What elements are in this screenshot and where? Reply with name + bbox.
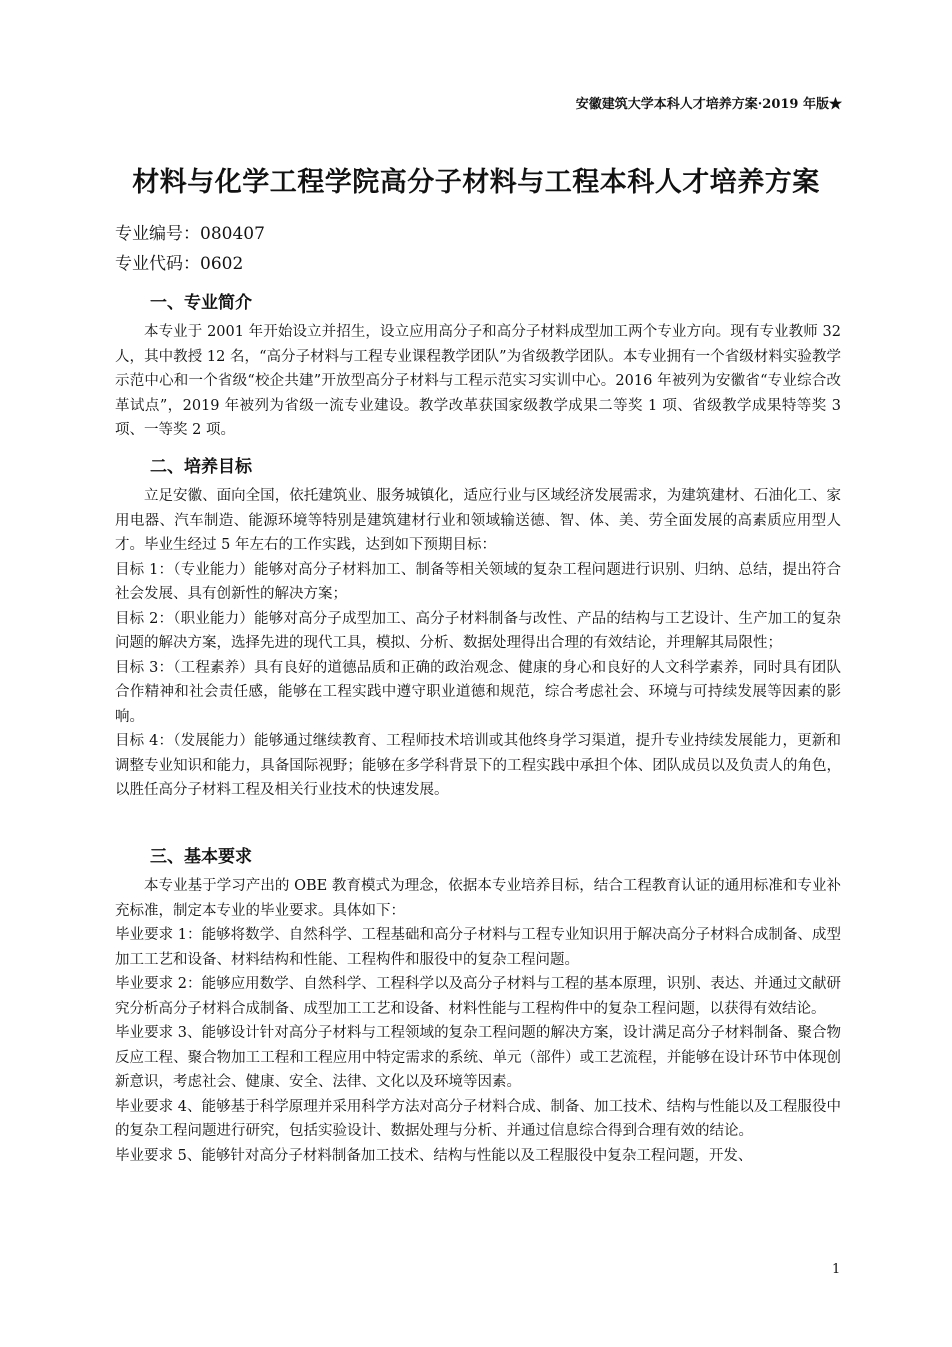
goal-item: 目标 3：（工程素养）具有良好的道德品质和正确的政治观念、健康的身心和良好的人文科学素养，同时具有团队合作精神和社会责任感，能够在工程实践中遵守职业道德和规范，综合考虑社会、环境与可持续发展等因素的影响。 (115, 659, 841, 725)
running-header: 安徽建筑大学本科人才培养方案·2019 年版★ (575, 97, 842, 112)
major-code-label: 专业代码： (115, 254, 200, 274)
requirement-item: 毕业要求 1：能够将数学、自然科学、工程基础和高分子材料与工程专业知识用于解决高分子材料合成制备、成型加工工艺和设备、材料结构和性能、工程构件和服役中的复杂工程问题。 (115, 927, 841, 968)
goal-item: 目标 4：（发展能力）能够通过继续教育、工程师技术培训或其他终身学习渠道，提升专业持续发展能力，更新和调整专业知识和能力，具备国际视野；能够在多学科背景下的工程实践中承担个体、团队成员以及负责人的角色，以胜任高分子材料工程及相关行业技术的快速发展。 (115, 733, 841, 798)
major-number-label: 专业编号： (115, 224, 200, 244)
section-goals (115, 450, 841, 803)
paragraph: 本专业于 2001 年开始设立并招生，设立应用高分子和高分子材料成型加工两个专业方向。现有专业教师 32 人，其中教授 12 名，“高分子材料与工程专业课程教学团队”为省级教学团队。本专业拥有一个省级材料实验教学示范中心和一个省级“校企共建”开放型高分子材料与工程示范实习实训中心。2016 年被列为安徽省“专业综合改革试点”，2019 年被列为省级一流专业建设。教学改革获国家级教学成果二等奖 1 项、省级教学成果特等奖 3 项、一等奖 2 项。 (115, 324, 841, 438)
requirement-item: 毕业要求 3、能够设计针对高分子材料与工程领域的复杂工程问题的解决方案，设计满足高分子材料制备、聚合物反应工程、聚合物加工工程和工程应用中特定需求的系统、单元（部件）或工艺流程，并能够在设计环节中体现创新意识，考虑社会、健康、安全、法律、文化以及环境等因素。 (115, 1025, 841, 1090)
major-code-line (115, 253, 243, 275)
section-heading: 三、基本要求 (150, 847, 252, 867)
major-number-line (115, 223, 265, 245)
goal-item: 目标 1：（专业能力）能够对高分子材料加工、制备等相关领域的复杂工程问题进行识别、归纳、总结，提出符合社会发展、具有创新性的解决方案； (115, 561, 841, 602)
paragraph: 本专业基于学习产出的 OBE 教育模式为理念，依据本专业培养目标，结合工程教育认证的通用标准和专业补充标准，制定本专业的毕业要求。具体如下： (115, 878, 841, 919)
goal-item: 目标 2：（职业能力）能够对高分子成型加工、高分子材料制备与改性、产品的结构与工艺设计、生产加工的复杂问题的解决方案，选择先进的现代工具，模拟、分析、数据处理得出合理的有效结论，并理解其局限性； (115, 610, 841, 651)
major-code-value: 0602 (200, 254, 244, 274)
document-title: 材料与化学工程学院高分子材料与工程本科人才培养方案 (132, 167, 820, 198)
section-heading: 一、专业简介 (150, 293, 252, 313)
section-heading: 二、培养目标 (150, 457, 252, 477)
requirement-item: 毕业要求 5、能够针对高分子材料制备加工技术、结构与性能以及工程服役中复杂工程问题，开发、 (115, 1147, 753, 1164)
section-requirements (115, 840, 841, 1168)
section-intro (115, 286, 841, 443)
requirement-item: 毕业要求 4、能够基于科学原理并采用科学方法对高分子材料合成、制备、加工技术、结构与性能以及工程服役中的复杂工程问题进行研究，包括实验设计、数据处理与分析、并通过信息综合得到合理有效的结论。 (115, 1098, 841, 1139)
major-number-value: 080407 (200, 224, 265, 244)
paragraph: 立足安徽、面向全国，依托建筑业、服务城镇化，适应行业与区域经济发展需求，为建筑建材、石油化工、家用电器、汽车制造、能源环境等特别是建筑建材行业和领域输送德、智、体、美、劳全面发展的高素质应用型人才。毕业生经过 5 年左右的工作实践，达到如下预期目标： (115, 488, 841, 553)
page-number: 1 (832, 1262, 841, 1277)
requirement-item: 毕业要求 2：能够应用数学、自然科学、工程科学以及高分子材料与工程的基本原理，识别、表达、并通过文献研究分析高分子材料合成制备、成型加工工艺和设备、材料性能与工程构件中的复杂工程问题，以获得有效结论。 (115, 976, 841, 1017)
